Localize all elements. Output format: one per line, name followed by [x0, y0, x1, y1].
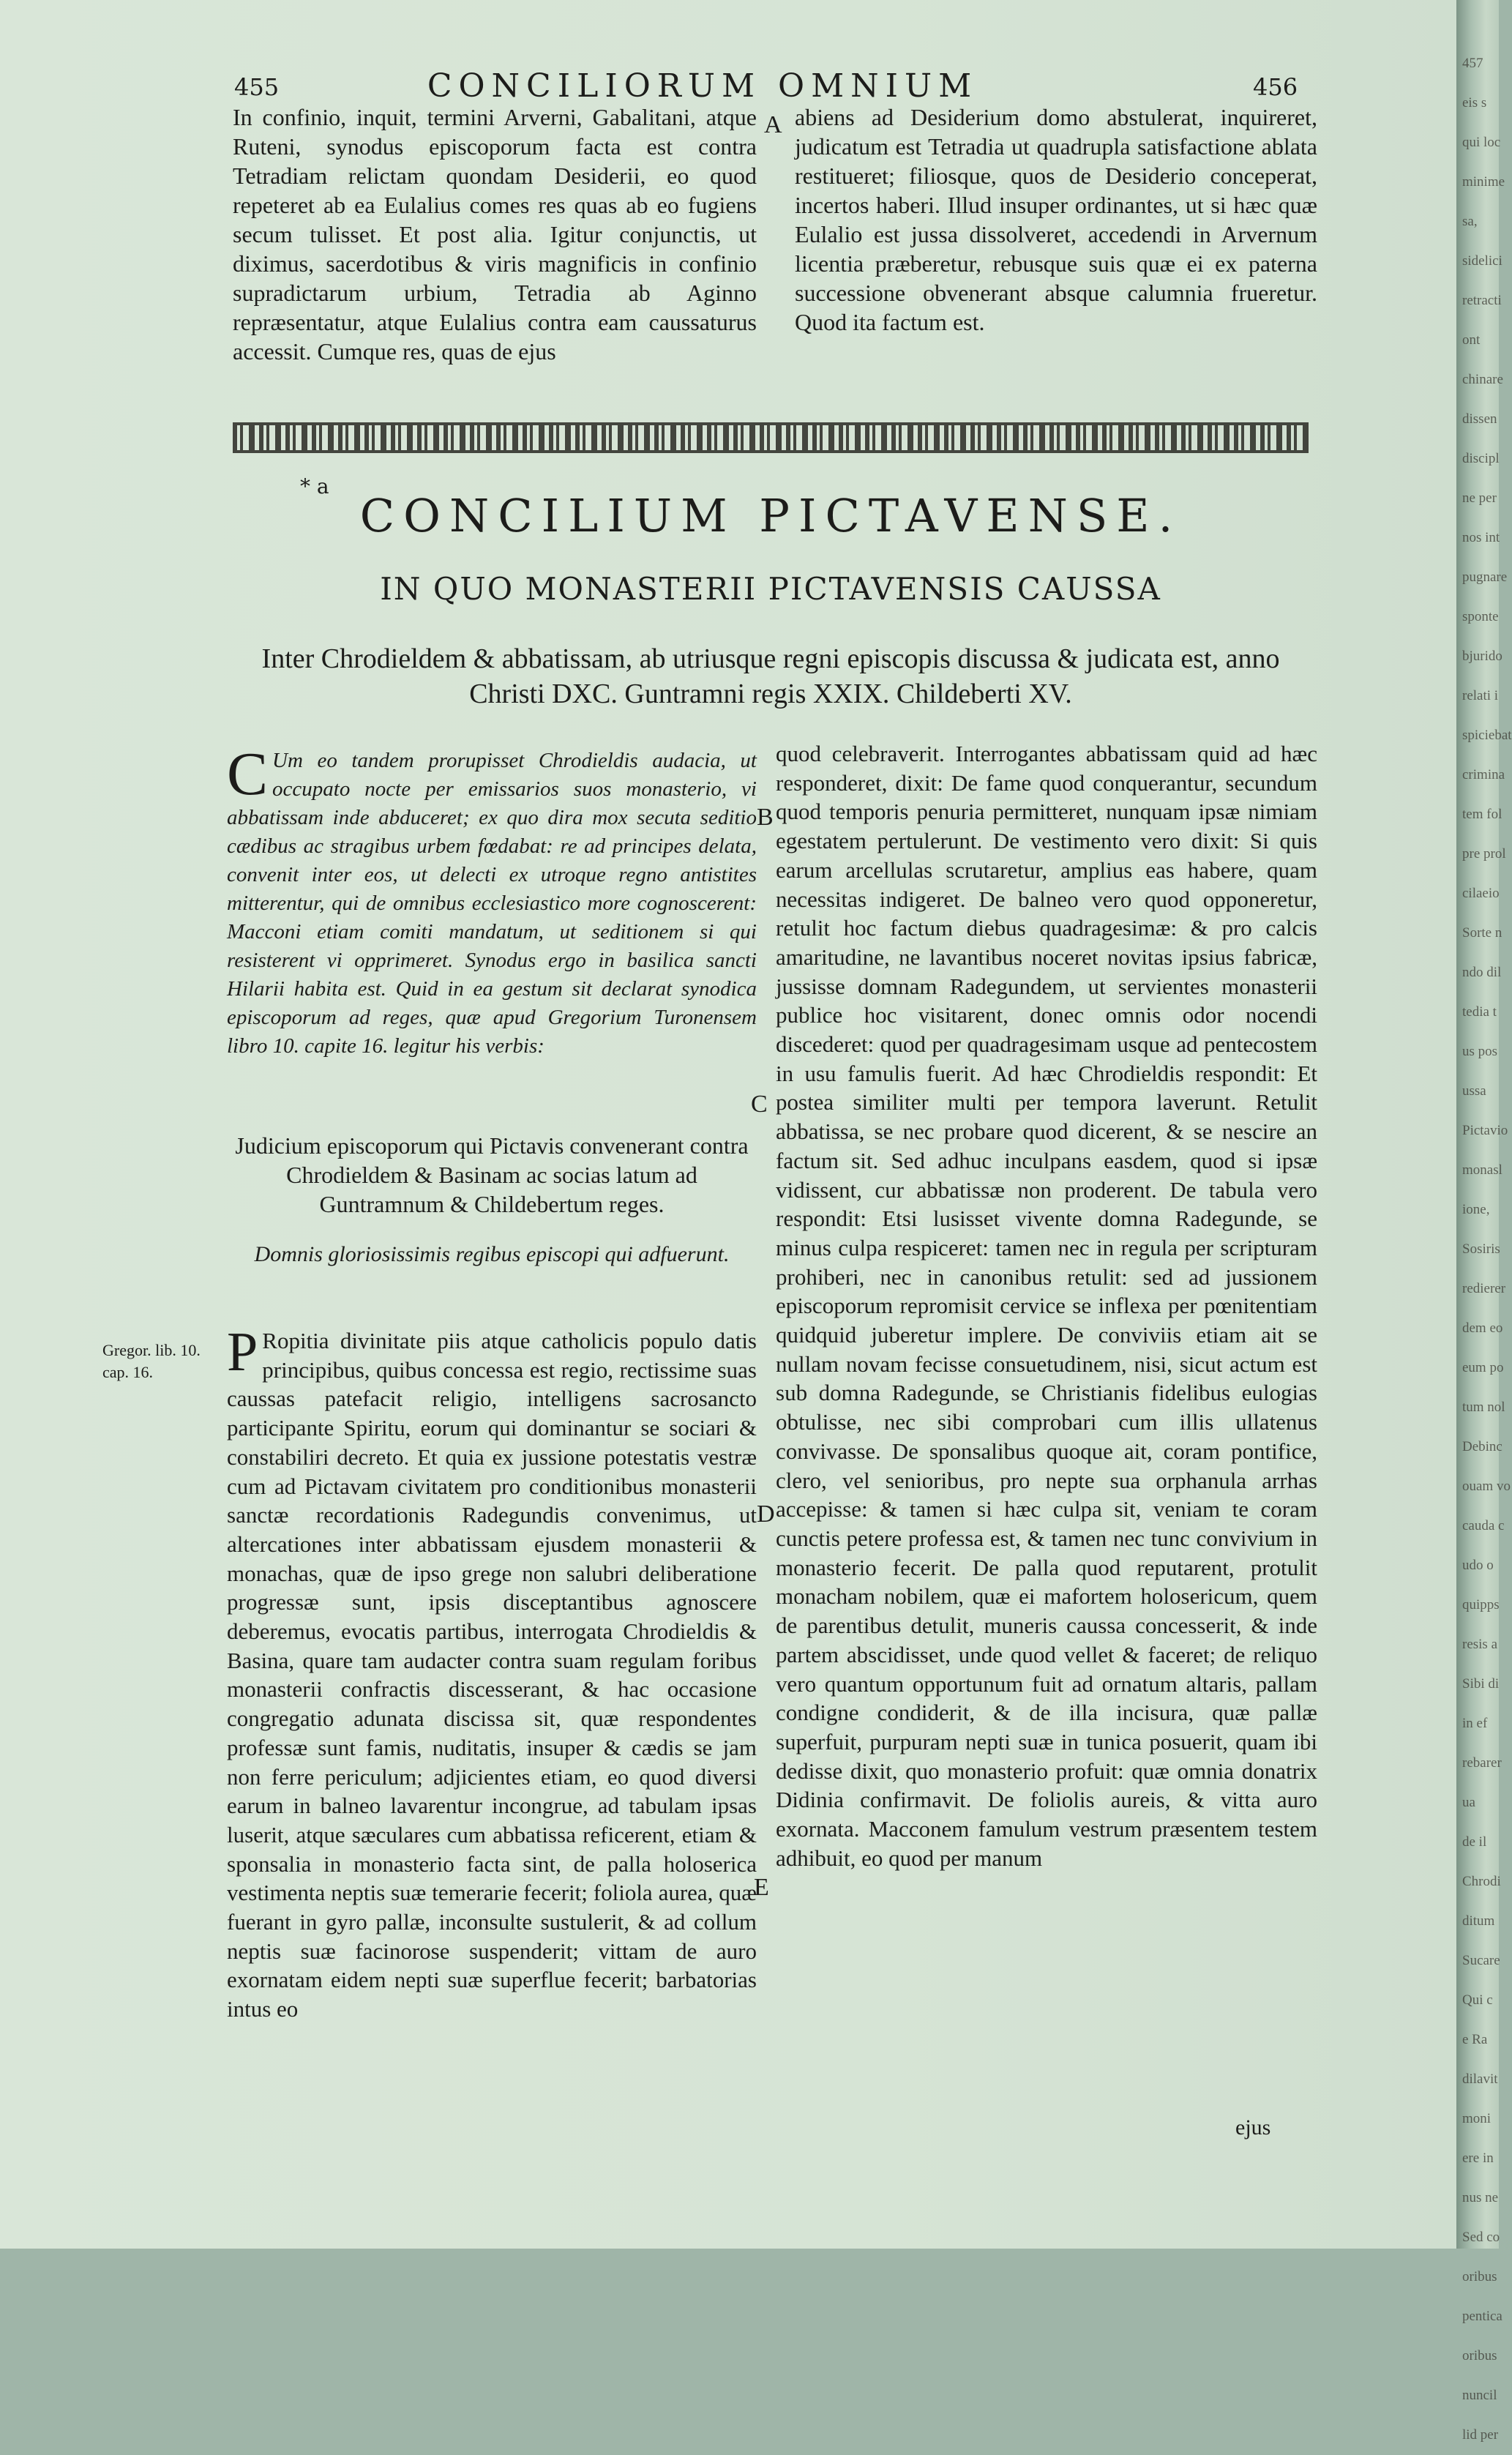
adjacent-page-fragment: Sucare [1462, 1953, 1500, 1968]
adjacent-page-fragment: in ef [1462, 1716, 1488, 1731]
adjacent-page-fragment: ouam vo [1462, 1479, 1511, 1494]
adjacent-page-fragment: cauda c [1462, 1518, 1505, 1533]
adjacent-page-fragment: pre prol [1462, 846, 1506, 862]
adjacent-page-fragment: us pos [1462, 1044, 1498, 1059]
adjacent-page-fragment: Sosiris [1462, 1241, 1500, 1257]
adjacent-page-fragment: 457 [1462, 56, 1483, 71]
adjacent-page-fragment: minime [1462, 174, 1505, 190]
adjacent-page-fragment: e Ra [1462, 2032, 1488, 2047]
adjacent-page-fragment: sponte [1462, 609, 1499, 624]
catchword: ejus [1235, 2115, 1271, 2140]
adjacent-page-fragment: tum nol [1462, 1400, 1505, 1415]
adjacent-page-fragment: nos int [1462, 530, 1500, 545]
adjacent-page-fragment: redierer [1462, 1281, 1506, 1296]
top-right-column [795, 102, 1317, 337]
margin-note: Gregor. lib. 10. cap. 16. [102, 1341, 201, 1381]
salutation-heading: Domnis gloriosissimis regibus episcopi qui adfuerunt. [254, 1242, 730, 1266]
adjacent-page-fragment: relati i [1462, 688, 1499, 703]
body-right-column [776, 739, 1317, 1872]
adjacent-page-fragment: chinare [1462, 372, 1503, 387]
adjacent-page-fragment: dissen [1462, 411, 1497, 427]
adjacent-page-fragment: de il [1462, 1834, 1487, 1850]
adjacent-page-fragment: discipl [1462, 451, 1500, 466]
adjacent-page-fragment: moni [1462, 2111, 1492, 2126]
adjacent-page-fragment: Sorte n [1462, 925, 1502, 941]
adjacent-page-fragment: dem eo [1462, 1320, 1503, 1336]
adjacent-page-fragment: qui loc [1462, 135, 1501, 150]
adjacent-page-fragment: quipps [1462, 1597, 1500, 1613]
section-letter-c: C [751, 1091, 768, 1118]
adjacent-page-fragment: spiciebat [1462, 728, 1512, 743]
adjacent-page-fragment: Debinc [1462, 1439, 1502, 1454]
adjacent-page-fragment: pentica [1462, 2309, 1502, 2324]
adjacent-page-fragment: Chrodi [1462, 1874, 1501, 1889]
adjacent-page-fragment: nuncil [1462, 2388, 1497, 2403]
adjacent-page-fragment: lid per [1462, 2427, 1499, 2443]
section-letter-d: D [757, 1501, 775, 1528]
section-letter-a: A [764, 111, 782, 138]
adjacent-page-fragment: eum po [1462, 1360, 1504, 1375]
adjacent-page-fragment: nus ne [1462, 2190, 1499, 2205]
intro-text: Um eo tandem prorupisset Chrodieldis audacia, ut occupato nocte per emissarios suos monasterio, vi abbatissam inde abduceret; ex quo dira mox secuta seditio cædibus ac stragibus urbem fœdabat: re ad principes delata, convenit inter eos, ut delecti ex utroque regno antistites mitterentur, qui de omnibus ecclesiastico more cognoscerent: Macconi etiam comiti mandatum, ut seditionem si qui resisterent vi opprimeret. Synodus ergo in basilica sancti Hilarii habita est. Quid in ea gestum sit declarat synodica episcoporum ad reges, quæ apud Gregorium Turonensem libro 10. capite 16. legitur his verbis: [227, 749, 757, 1058]
adjacent-page-fragment: Sed co [1462, 2230, 1500, 2245]
adjacent-page-fragment: ua [1462, 1795, 1475, 1810]
adjacent-page-fragment: ont [1462, 332, 1481, 348]
adjacent-page-fragment: tedia t [1462, 1004, 1497, 1020]
section-letter-e: E [754, 1874, 769, 1901]
body-right-text: quod celebraverit. Interrogantes abbatissam quid ad hæc responderet, dixit: De fame quod conquerantur, secundum quod temporis penuria permitteret, nunquam ipsæ nimiam egestatem pertulerunt. De vestimento vero dixit: Si quis earum arcellulas scrutaretur, amplius eas habere, quam necessitas indigeret. De balneo vero quod opponeretur, retulit hoc factum diebus quadragesimæ: & pro calcis amaritudine, ne lavantibus noceret novitas ipsius fabricæ, jussisse domnam Radegundem, ut servientes monasterii publice hoc visitarent, donec omnis odor nocendi discederet: quod per quadragesimam usque ad pentecostem in usu famulis fuerit. Ad hæc Chrodieldis respondit: Et postea similiter multi per tempora laverunt. Retulit abbatissa, se nec probare quod dicerent, & se nescire an factum sit. Sed adhuc inculpans easdem, quod si ipsæ vidissent, cur abbatissæ non proderent. De tabula vero respondit: Etsi lusisset vivente domna Radegunde, se minus culpa respiceret: tamen nec in regula per scripturam prohiberi, nec in canonibus retulit: sed ad jussionem episcoporum repromisit cervice se inflexa per pœnitentiam quidquid juberetur implere. De conviviis etiam ait se nullam novam fecisse consuetudinem, nisi, sicut actum est sub domna Radegunde, se Christianis fidelibus eulogias obtulisse, nec sibi comprobari cum illis ullatenus convivasse. De sponsalibus quoque ait, coram pontifice, clero, vel senioribus, pro nepte sua orphanula arrhas accepisse: & tamen si hæc culpa sit, veniam te coram cunctis petere professa est, & tamen nec tunc convivium in monasterio fecerit. De palla quod reputarent, protulit monacham nobilem, quæ ei mafortem holosericum, quem de parentibus detulit, muneris caussa concesserit, & inde partem abscidisset, unde quod vellet & faceret; de reliquo vero quantum opportunum fuit ad ornatum altaris, pallam condigne condiderit, & de illa incisura, quæ pallæ superfuit, purpuram nepti suæ in tunica posuerit, quam ibi dedisse dixit, quo monasterio profuit: quæ omnia donatrix Didinia confirmavit. De foliolis aureis, & vitta auro exornata. Macconem famulum vestrum præsentem testem adhibuit, eo quod per manum [776, 741, 1317, 1871]
adjacent-page-fragment: Pictavio [1462, 1123, 1508, 1138]
subtitle-detail: Inter Chrodieldem & abbatissam, ab utriusque regni episcopis discussa & judicata est, anno Christi DXC. Guntramni regis XXIX. Childeberti XV. [261, 643, 1280, 709]
section-letter-b: B [757, 804, 774, 831]
adjacent-page-fragment: ditum [1462, 1913, 1495, 1929]
adjacent-page-fragment: ussa [1462, 1083, 1486, 1099]
adjacent-page-fragment: oribus [1462, 2269, 1497, 2284]
ornament-marks: * a [300, 474, 329, 498]
adjacent-page-fragment: Sibi di [1462, 1676, 1500, 1692]
page-title: CONCILIUM PICTAVENSE. [359, 489, 1182, 542]
adjacent-page-fragment: cilaeio [1462, 886, 1500, 901]
adjacent-page-fragment: udo o [1462, 1558, 1494, 1573]
adjacent-page-fragment: sidelici [1462, 253, 1502, 269]
top-left-text: In confinio, inquit, termini Arverni, Gabalitani, atque Ruteni, synodus episcoporum facta est contra Tetradiam relictam quondam Desiderii, eo quod repeteret ab ea Eulalius comes res quas ab eo fugiens secum tulisset. Et post alia. Igitur conjunctis, ut diximus, sacerdotibus & viris magnificis in confinio supradictarum urbium, Tetradia ab Aginno repræsentatur, atque Eulalius contra eam caussaturus accessit. Cumque res, quas de ejus [233, 104, 757, 365]
judicium-heading: Judicium episcoporum qui Pictavis convenerant contra Chrodieldem & Basinam ac socias latum ad Guntramnum & Childebertum reges. [235, 1132, 749, 1217]
adjacent-page-fragment: ne per [1462, 490, 1497, 506]
adjacent-page-fragment: dilavit [1462, 2071, 1498, 2087]
page-number-right: 456 [1253, 73, 1298, 101]
adjacent-page-fragment: pugnare [1462, 569, 1508, 585]
adjacent-page-fragment: sa, [1462, 214, 1478, 229]
body-dropcap: P [227, 1321, 258, 1383]
ornamental-rule [233, 422, 1309, 453]
running-title: CONCILIORUM OMNIUM [427, 67, 978, 105]
page-number-left: 455 [234, 73, 280, 101]
adjacent-page-fragment: retracti [1462, 293, 1502, 308]
adjacent-page-fragment: ndo dil [1462, 965, 1502, 980]
top-left-column [233, 102, 757, 366]
body-left-column [227, 1321, 757, 2024]
adjacent-page-fragment: monasl [1462, 1162, 1502, 1178]
adjacent-page-fragment: tem fol [1462, 807, 1502, 822]
top-right-text: abiens ad Desiderium domo abstulerat, inquireret, judicatum est Tetradia ut quadrupla satisfactione ablata restitueret; filiosque, quos de Desiderio conceperat, incertos haberi. Illud insuper ordinantes, ut si hæc quæ Eulalio est jussa dissolveret, accedendi in Arvernum licentia præberetur, rebusque suis quæ ei ex paterna successione obvenerant absque calumnia frueretur. Quod ita factum est. [795, 104, 1317, 335]
adjacent-page-fragment: rebarer [1462, 1755, 1502, 1771]
adjacent-page-fragment: oribus [1462, 2348, 1497, 2364]
adjacent-page-fragment: ere in [1462, 2151, 1494, 2166]
body-left-text: Ropitia divinitate piis atque catholicis populo datis principibus, quibus concessa est regio, rectissime suas caussas patefacit religio, intelligens sacrosancto participante Spiritu, eorum qui dominantur se sociari & constabiliri decreto. Et quia ex jussione potestatis vestræ cum ad Pictavam civitatem pro conditionibus monasterii sanctæ recordationis Radegundis convenimus, ut altercationes inter abbatissam ejusdem monasterii & monachas, quæ de ipso grege non salubri deliberatione progressæ sunt, ipsis disceptantibus agnoscere deberemus, evocatis partibus, interrogata Chrodieldis & Basina, quare tam audacter contra suam regulam foribus monasterii confractis discesserant, & hac occasione congregatio adunata discissa sit, quæ respondentes professæ sunt famis, nuditatis, insuper & cædis se jam non ferre periculum; adjicientes etiam, eo quod diversi earum in balneo lavarentur incongrue, ad tabulam ipsas luserit, atque sæculares cum abbatissa reficerent, etiam & sponsalia in monasterio facta sint, de palla holoserica vestimenta neptis suæ temerarie fecerit; foliola aurea, quæ fuerant in gyro pallæ, inconsulte sustulerit, & ad collum neptis suæ facinorose suspenderit; vittam de auro exornatam eidem nepti suæ superflue fecerit; barbatorias intus eo [227, 1328, 757, 2022]
intro-paragraph [227, 740, 757, 1061]
subtitle: IN QUO MONASTERII PICTAVENSIS CAUSSA [380, 571, 1161, 607]
intro-dropcap: C [227, 740, 269, 808]
adjacent-page-edge [1456, 0, 1512, 2443]
adjacent-page-fragment: Qui c [1462, 1992, 1493, 2008]
adjacent-page-fragments [1462, 44, 1512, 2455]
adjacent-page-fragment: crimina [1462, 767, 1505, 782]
adjacent-page-fragment: eis s [1462, 95, 1487, 111]
adjacent-page-fragment: bjurido [1462, 649, 1502, 664]
adjacent-page-fragment: resis a [1462, 1637, 1498, 1652]
adjacent-page-fragment: ione, [1462, 1202, 1490, 1217]
